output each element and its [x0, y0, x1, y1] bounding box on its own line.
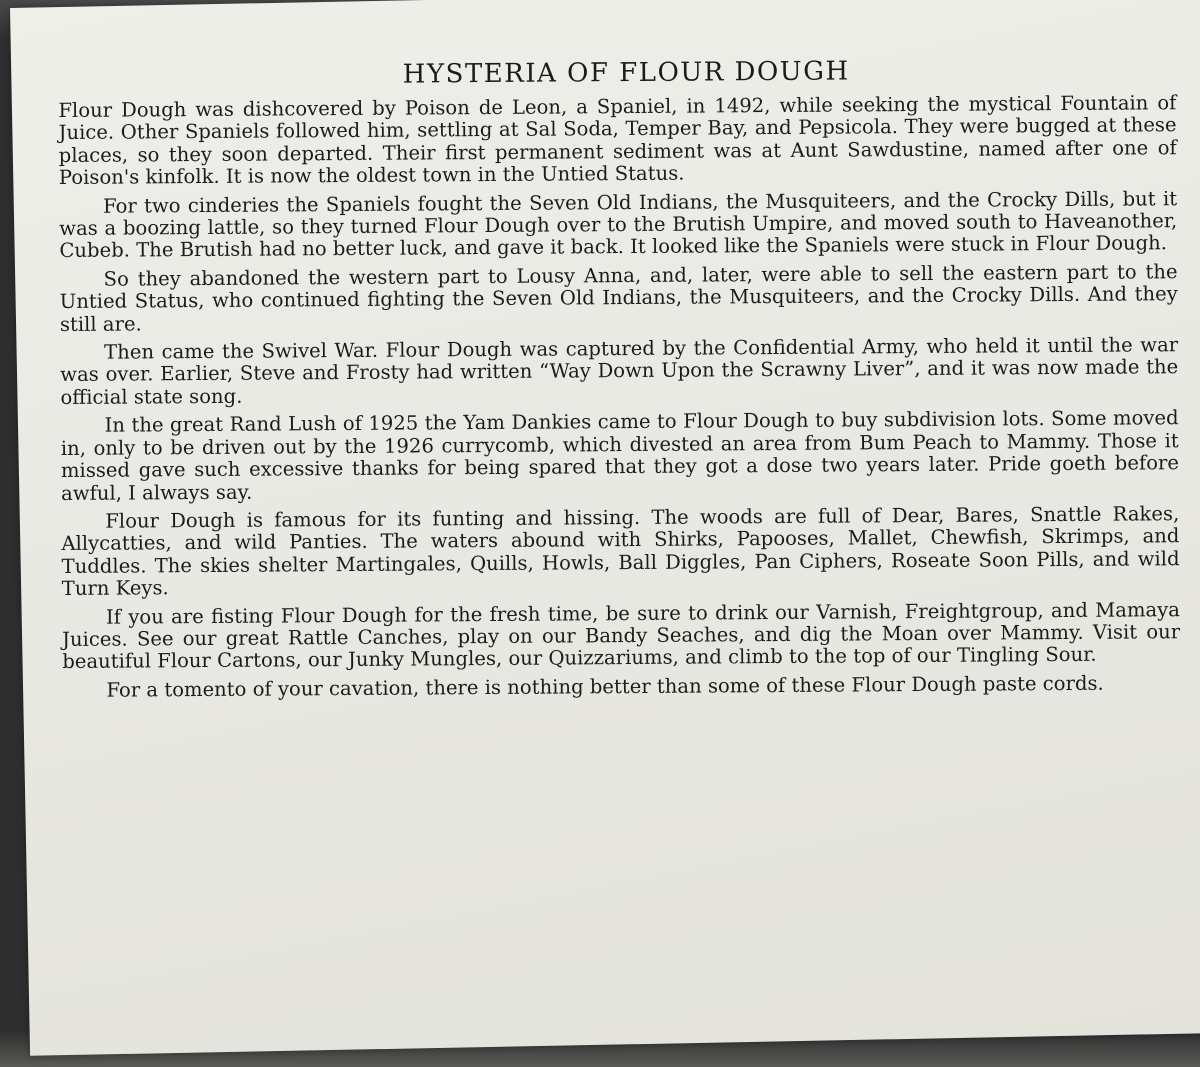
paragraph-paste-cords: For a tomento of your cavation, there is nothing better than some of these Flour Dough paste cords. — [106, 671, 1104, 702]
paragraph-spaniels-war: For two cinderies the Spaniels fought the Seven Old Indians, the Musquiteers, and the Crocky Dills, but it was a boozing lattle, so they turned Flour Dough over to the Brutish Umpire, and moved south to Haveanother, Cubeb. The Brutish had no better luck, and gave it back. It looked like the Spaniels were stuck in Flour Dough. — [59, 186, 1178, 263]
paragraph-visiting: If you are fisting Flour Dough for the fresh time, be sure to drink our Varnish, Freightgroup, and Mamaya Juices. See our great Rattle Canches, play on our Bandy Seaches, and dig the Moan over Mammy. Visit our beautiful Flour Cartons, our Junky Mungles, our Quizzariums, and climb to the top of our Tingling Sour. — [62, 597, 1181, 674]
document-title: HYSTERIA OF FLOUR DOUGH — [402, 56, 850, 90]
paragraph-swivel-war: Then came the Swivel War. Flour Dough was captured by the Confidential Army, who held it until the war was over. Earlier, Steve and Frosty had written “Way Down Upon the Scrawny Liver”, and it was now made the official state song. — [60, 333, 1179, 409]
paragraph-rand-lush: In the great Rand Lush of 1925 the Yam Dankies came to Flour Dough to buy subdivision lots. Some moved in, only to be driven out by the 1926 currycomb, which divested an area from Bum Peach to Mammy. Those it missed gave such excessive thanks for being spared that they got a dose two years later. Pride goeth before awful, I always say. — [60, 406, 1179, 505]
paragraph-wildlife: Flour Dough is famous for its funting and hissing. The woods are full of Dear, Bares, Snattle Rakes, Allycatties, and wild Panties. The waters abound with Shirks, Papooses, Mallet, Chewfish, Skrimps, and Tuddles. The skies shelter Martingales, Quills, Howls, Ball Diggles, Pan Ciphers, Roseate Soon Pills, and wild Turn Keys. — [61, 502, 1180, 601]
paragraph-discovery: Flour Dough was dishcovered by Poison de Leon, a Spaniel, in 1492, while seeking the mystical Fountain of Juice. Other Spaniels followed him, settling at Sal Soda, Temper Bay, and Pepsicola. They were bugged at these places, so they soon departed. Their first permanent sediment was at Aunt Sawdustine, named after one of Poison's kinfolk. It is now the oldest town in the Untied Status. — [58, 91, 1177, 190]
document-body — [58, 42, 1181, 708]
paragraph-lousy-anna: So they abandoned the western part to Lousy Anna, and, later, were able to sell the eastern part to the Untied Status, who continued fighting the Seven Old Indians, the Musquiteers, and the Crocky Dills. And they still are. — [59, 260, 1178, 336]
